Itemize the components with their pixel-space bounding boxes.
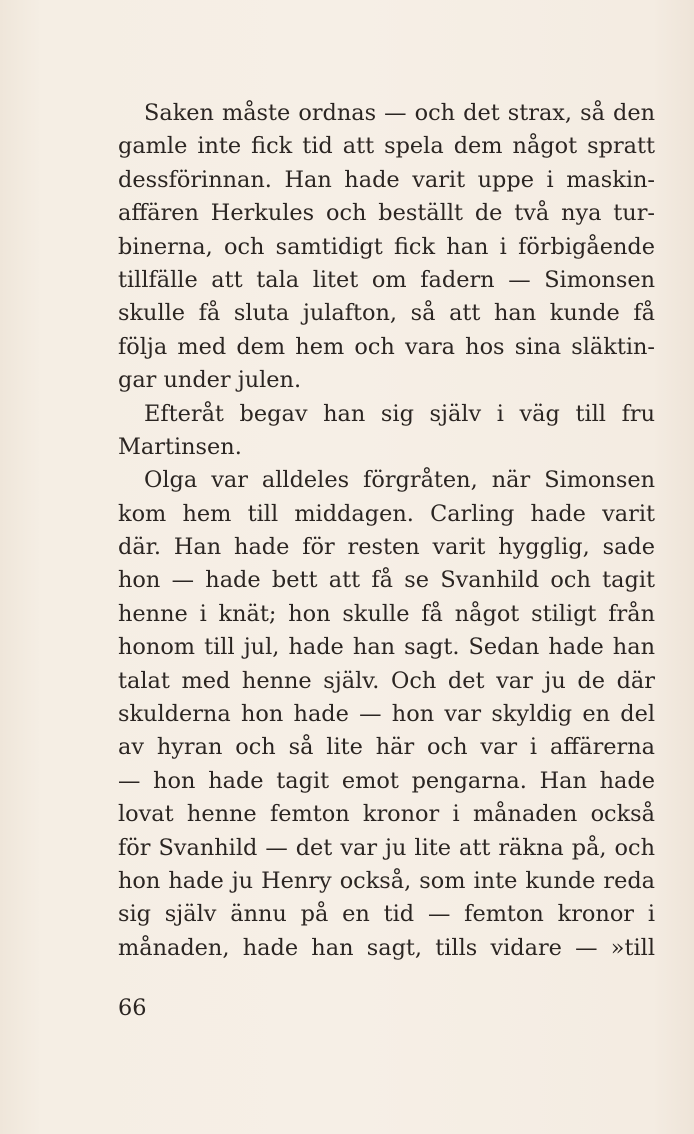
text-line: hon hade ju Henry också, som inte kunde reda bbox=[118, 867, 655, 894]
page-number: 66 bbox=[118, 995, 147, 1021]
text-line: binerna, och samtidigt fick han i förbigående bbox=[118, 233, 655, 260]
text-line: Martinsen. bbox=[118, 433, 242, 460]
text-line: skulle få sluta julafton, så att han kunde få bbox=[118, 300, 655, 327]
text-line: Olga var alldeles förgråten, när Simonsen bbox=[144, 467, 655, 494]
text-line: av hyran och så lite här och var i affärerna bbox=[118, 734, 655, 761]
text-line: hon — hade bett att få se Svanhild och tagit bbox=[118, 567, 655, 594]
text-line: gamle inte fick tid att spela dem något spratt bbox=[118, 133, 655, 160]
text-line: där. Han hade för resten varit hygglig, sade bbox=[118, 534, 655, 561]
text-line: henne i knät; hon skulle få något stiligt från bbox=[118, 600, 655, 627]
text-line: affären Herkules och beställt de två nya tur- bbox=[118, 200, 655, 227]
text-line: kom hem till middagen. Carling hade varit bbox=[118, 500, 655, 527]
text-line: sig själv ännu på en tid — femton kronor i bbox=[118, 901, 655, 928]
text-line: — hon hade tagit emot pengarna. Han hade bbox=[118, 767, 655, 794]
text-line: skulderna hon hade — hon var skyldig en del bbox=[118, 701, 655, 728]
text-line: honom till jul, hade han sagt. Sedan hade han bbox=[118, 634, 655, 661]
text-line: för Svanhild — det var ju lite att räkna på, och bbox=[118, 834, 655, 861]
text-line: Saken måste ordnas — och det strax, så den bbox=[144, 100, 655, 126]
text-line: gar under julen. bbox=[118, 367, 302, 394]
text-line: lovat henne femton kronor i månaden också bbox=[118, 801, 655, 828]
body-text bbox=[118, 97, 655, 965]
text-line: Efteråt begav han sig själv i väg till fru bbox=[144, 400, 655, 427]
text-line: tillfälle att tala litet om fadern — Simonsen bbox=[118, 266, 655, 293]
text-line: följa med dem hem och vara hos sina släktin- bbox=[118, 333, 655, 360]
text-line: talat med henne själv. Och det var ju de där bbox=[118, 667, 655, 694]
text-line: månaden, hade han sagt, tills vidare — »till bbox=[118, 934, 655, 961]
text-line: dessförinnan. Han hade varit uppe i maskin- bbox=[118, 166, 655, 193]
